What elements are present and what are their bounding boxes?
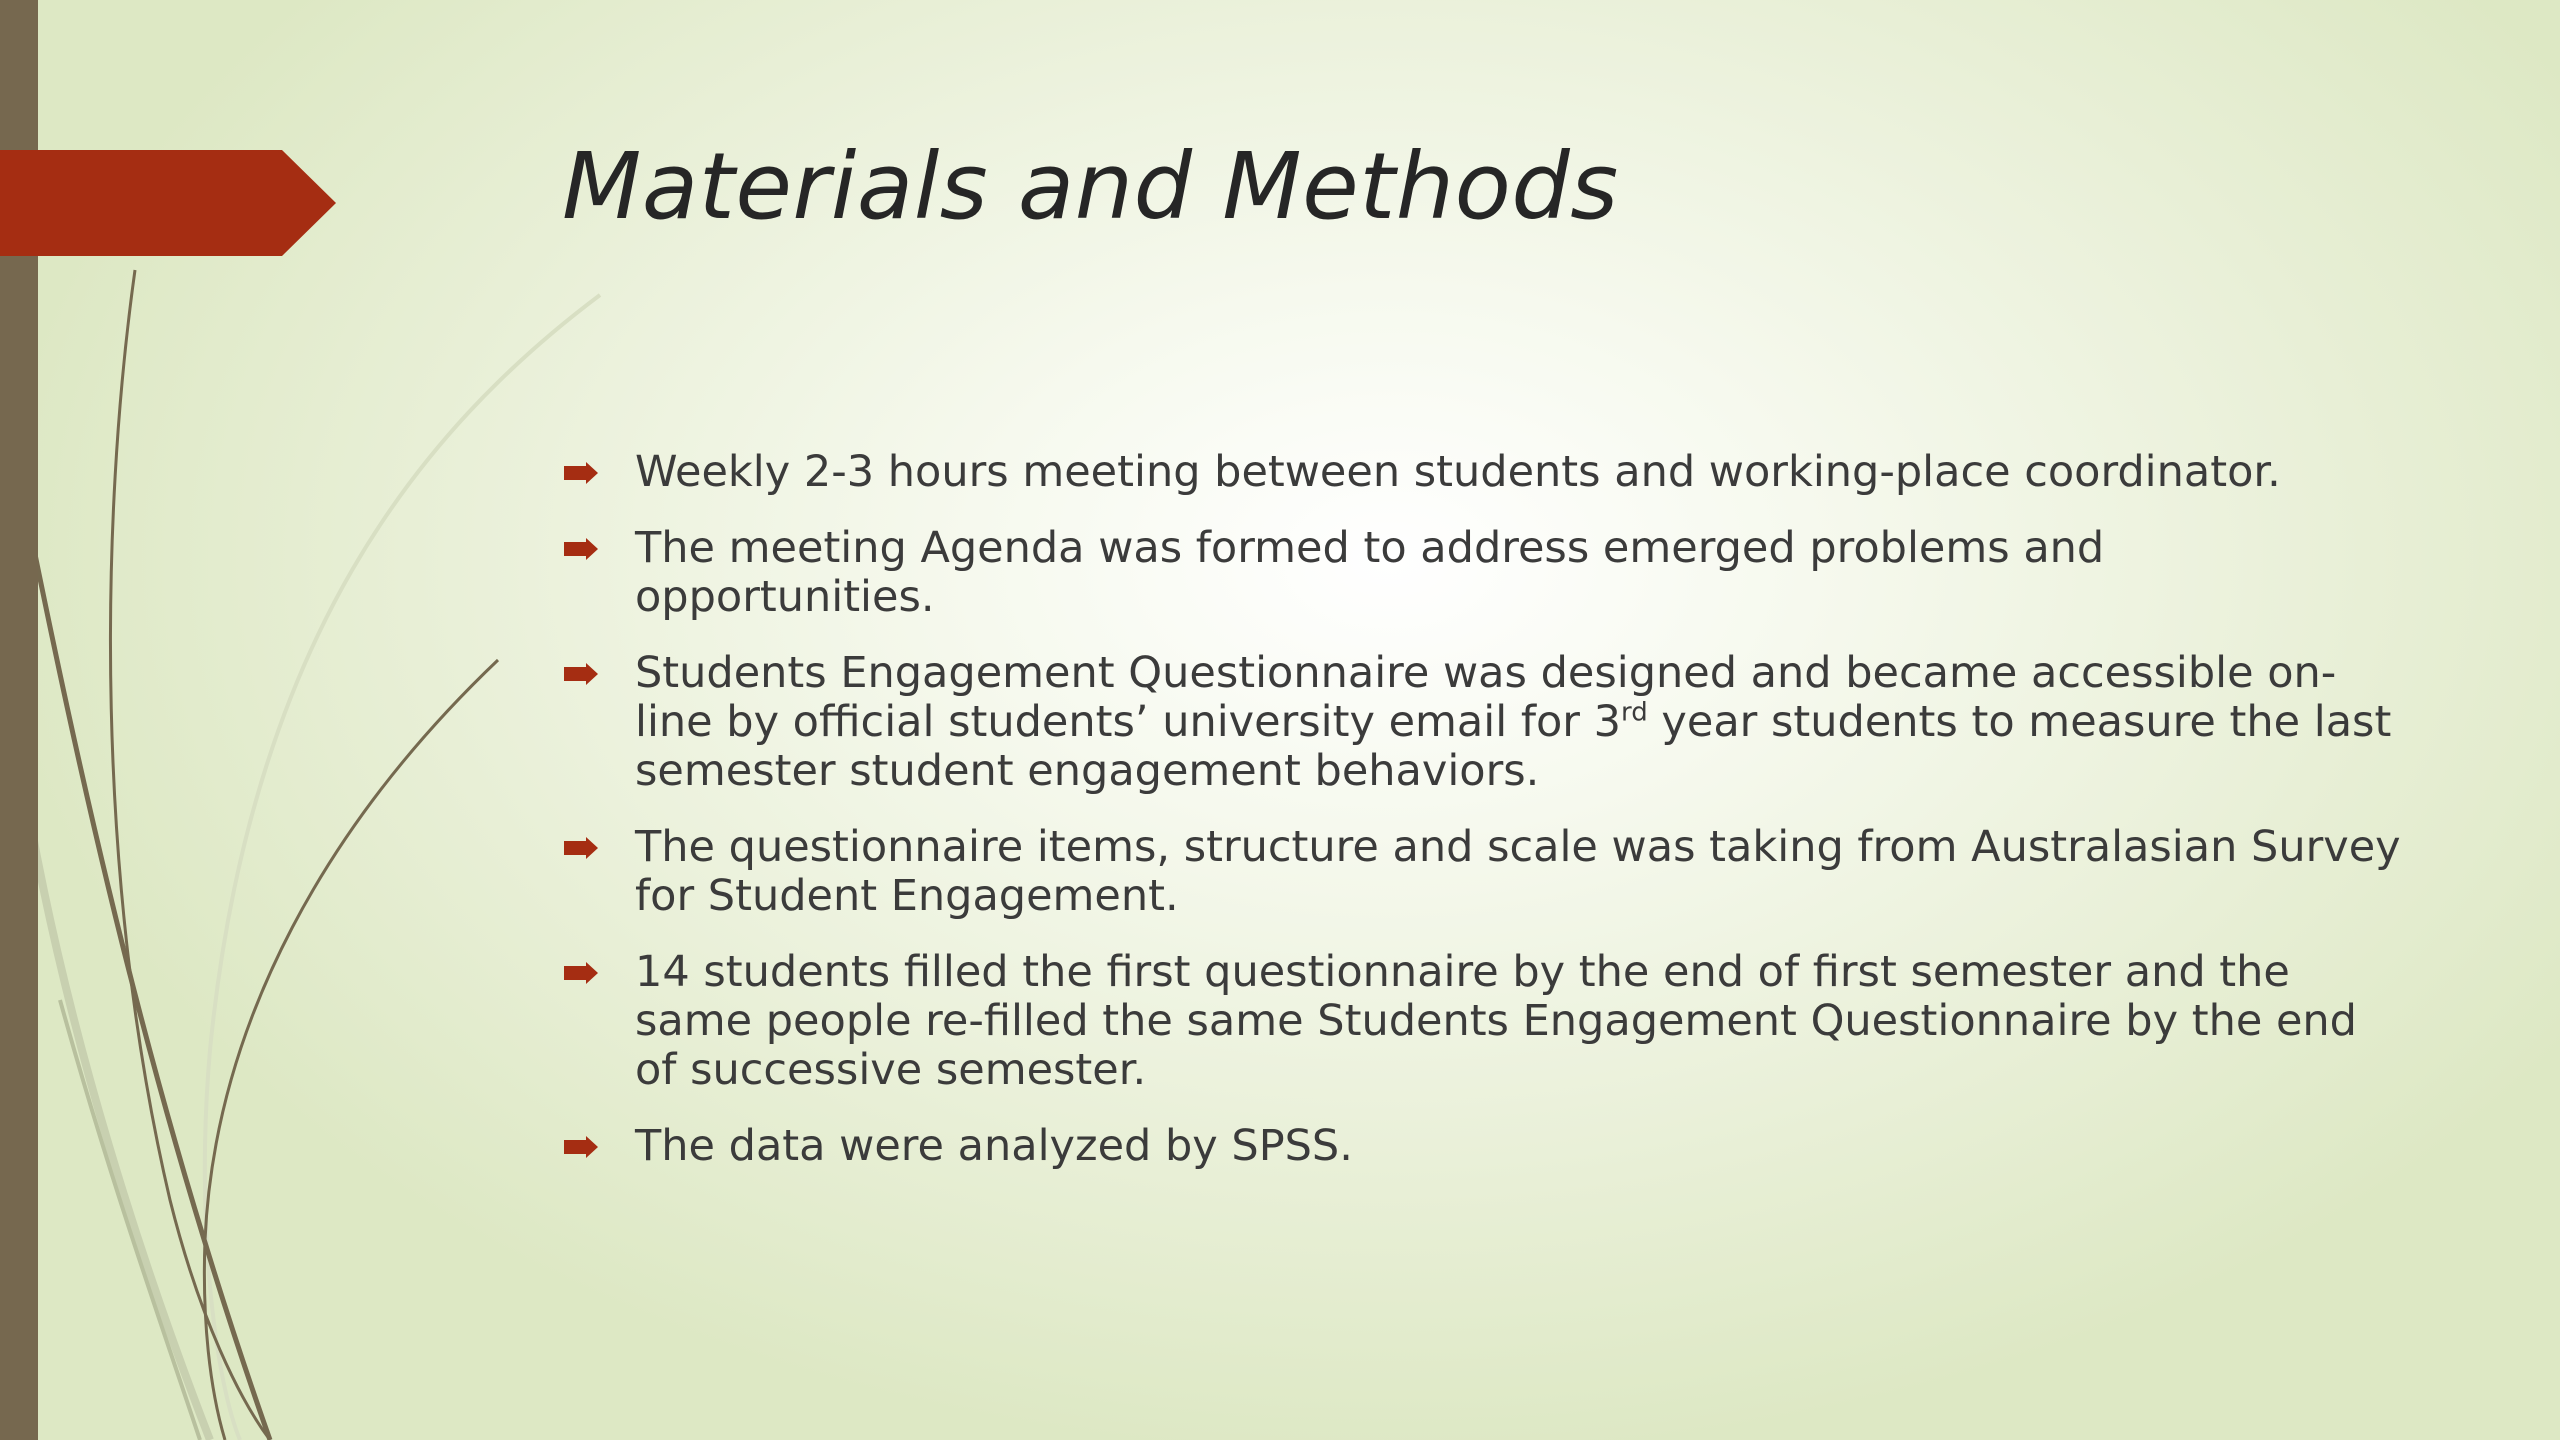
bullet-list	[562, 448, 2412, 1198]
title-accent-tab	[0, 150, 336, 256]
bullet-item	[562, 649, 2412, 796]
bullet-text: Weekly 2-3 hours meeting between students and working-place coordinator.	[635, 447, 2281, 497]
slide-title: Materials and Methods	[562, 133, 1619, 240]
bullet-text	[635, 648, 2391, 796]
bullet-item	[562, 948, 2412, 1095]
arrow-bullet-icon	[564, 1136, 598, 1158]
stem-line	[30, 820, 210, 1440]
arrow-bullet-icon	[564, 462, 598, 484]
bullet-item	[562, 823, 2412, 921]
bullet-text: The questionnaire items, structure and scale was taking from Australasian Survey for Student Engagement.	[635, 822, 2401, 921]
arrow-bullet-icon	[564, 538, 598, 560]
bullet-item	[562, 524, 2412, 622]
stem-line	[205, 295, 600, 1440]
stem-line	[110, 270, 270, 1440]
bullet-text: 14 students filled the first questionnaire by the end of first semester and the same people re-filled the same Students Engagement Questionnaire by the end of successive semester.	[635, 947, 2357, 1095]
ordinal-superscript: rd	[1621, 697, 1648, 728]
bullet-text: The meeting Agenda was formed to address emerged problems and opportunities.	[635, 523, 2105, 622]
bullet-item	[562, 448, 2412, 497]
bullet-text-part: year students to measure the last semester student engagement behaviors.	[635, 697, 2392, 796]
arrow-bullet-icon	[564, 837, 598, 859]
bullet-item	[562, 1122, 2412, 1171]
arrow-bullet-icon	[564, 663, 598, 685]
stem-line	[204, 660, 498, 1440]
bullet-text: The data were analyzed by SPSS.	[635, 1121, 1353, 1171]
bullet-text-part: Students Engagement Questionnaire was designed and became accessible on-line by official students’ university email for 3	[635, 648, 2337, 747]
arrow-bullet-icon	[564, 962, 598, 984]
